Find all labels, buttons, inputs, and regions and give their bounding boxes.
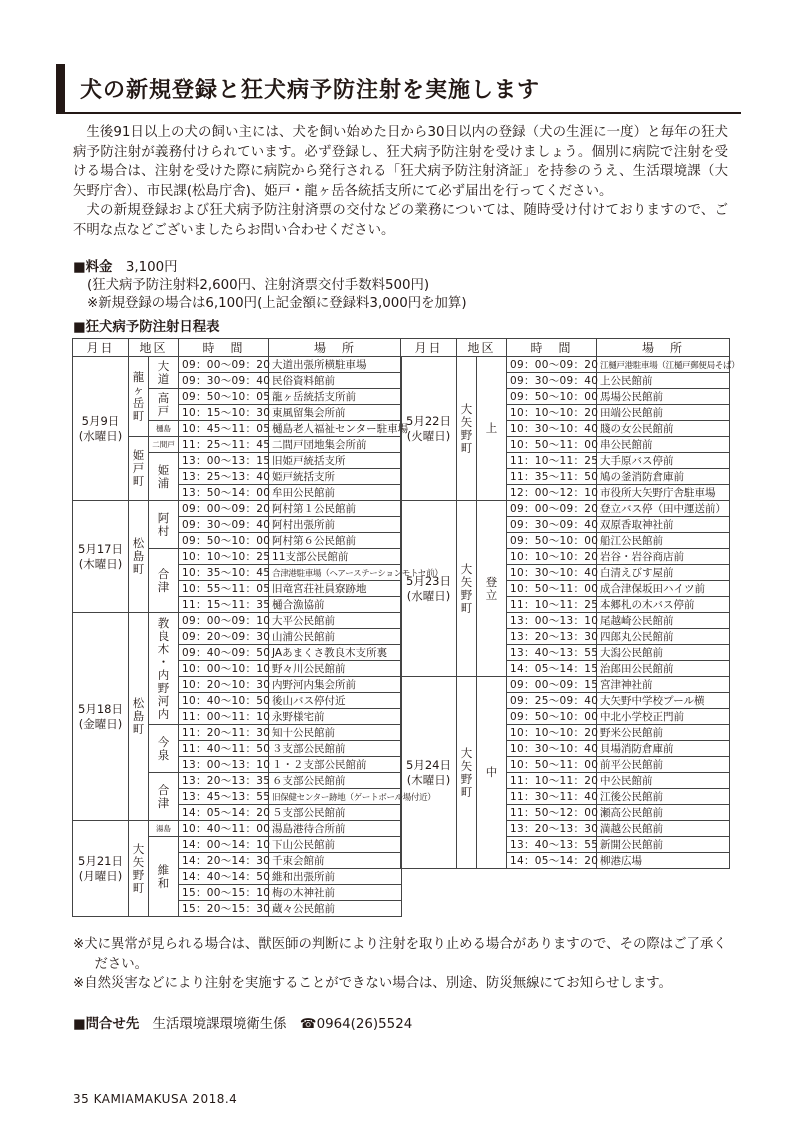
place-cell: 大矢野中学校プール横 <box>597 693 730 709</box>
place-cell: 樋合漁協前 <box>269 597 402 613</box>
intro-paragraph-1: 生後91日以上の犬の飼い主には、犬を飼い始めた日から30日以内の登録（犬の生涯に一度）と毎年の狂犬病予防注射が義務付けられています。必ず登録し、狂犬病予防注射を受けましょう。個別に病院で注射を受ける場合は、注射を受けた際に病院から発行される「狂犬病予防注射済証」を持参のうえ、生活環境課（大矢野庁舎）、市民課(松島庁舎)、姫戸・龍ヶ岳各統括支所にて必ず届出を行ってください。 <box>73 125 728 199</box>
place-cell: 千束会館前 <box>269 853 402 869</box>
place-cell: 大道出張所横駐車場 <box>269 357 402 373</box>
time-cell: 11：25～11：45 <box>179 437 269 453</box>
time-cell: 10：15～10：30 <box>179 405 269 421</box>
time-cell: 09：00～09：20 <box>179 357 269 373</box>
place-cell: 双原香取神社前 <box>597 517 730 533</box>
time-cell: 09：50～10：00 <box>507 389 597 405</box>
area-cell: 大 矢 野 町 <box>457 677 477 869</box>
time-cell: 10：50～11：00 <box>507 437 597 453</box>
time-cell: 09：50～10：00 <box>507 533 597 549</box>
fee-amount: 3,100円 <box>125 260 178 275</box>
place-cell: 貝場消防倉庫前 <box>597 741 730 757</box>
date-cell: 5月21日 (月曜日) <box>73 821 129 917</box>
subarea-cell: 合 津 <box>149 773 179 821</box>
header-place: 場 所 <box>269 339 402 357</box>
area-cell: 姫 戸 町 <box>129 437 149 501</box>
subarea-cell: 登 立 <box>477 501 507 677</box>
subarea-cell: 樋島 <box>149 421 179 437</box>
place-cell: 下山公民館前 <box>269 837 402 853</box>
header-place: 場 所 <box>597 339 730 357</box>
place-cell: 船江公民館前 <box>597 533 730 549</box>
time-cell: 11：00～11：10 <box>179 709 269 725</box>
place-cell: 宮津神社前 <box>597 677 730 693</box>
time-cell: 09：00～09：20 <box>507 501 597 517</box>
contact-label: ■問合せ先 <box>73 1017 140 1032</box>
time-cell: 11：50～12：00 <box>507 805 597 821</box>
table-row <box>401 677 730 693</box>
place-cell: 後山バス停付近 <box>269 693 402 709</box>
time-cell: 14：20～14：30 <box>179 853 269 869</box>
place-cell: 蔵々公民館前 <box>269 901 402 917</box>
schedule-heading: ■狂犬病予防注射日程表 <box>73 320 220 335</box>
place-cell: JAあまくさ教良木支所裏 <box>269 645 402 661</box>
time-cell: 13：00～13：15 <box>179 453 269 469</box>
notes <box>73 935 733 994</box>
fee-label: ■料金 <box>73 260 113 275</box>
time-cell: 11：15～11：35 <box>179 597 269 613</box>
place-cell: 11支部公民館前 <box>269 549 402 565</box>
subarea-cell: 中 <box>477 677 507 869</box>
time-cell: 10：30～10：40 <box>507 421 597 437</box>
time-cell: 15：20～15：30 <box>179 901 269 917</box>
date-cell: 5月18日 (金曜日) <box>73 613 129 821</box>
place-cell: 永野様宅前 <box>269 709 402 725</box>
schedule-table-right <box>400 338 740 869</box>
time-cell: 10：30～10：40 <box>507 741 597 757</box>
fee-new-registration: ※新規登録の場合は6,100円(上記金額に登録料3,000円を加算) <box>87 296 467 311</box>
subarea-cell: 上 <box>477 357 507 501</box>
time-cell: 14：05～14：20 <box>179 805 269 821</box>
area-cell: 大 矢 野 町 <box>457 501 477 677</box>
fee-section <box>73 259 728 313</box>
place-cell: 賤の女公民館前 <box>597 421 730 437</box>
time-cell: 09：00～09：20 <box>179 501 269 517</box>
table-row <box>401 501 730 517</box>
table-row <box>73 613 402 629</box>
place-cell: 満越公民館前 <box>597 821 730 837</box>
title-accent-bar <box>56 64 65 114</box>
area-cell: 龍 ヶ 岳 町 <box>129 357 149 437</box>
time-cell: 10：30～10：40 <box>507 565 597 581</box>
subarea-cell: 大 道 <box>149 357 179 389</box>
time-cell: 13：00～13：10 <box>507 613 597 629</box>
place-cell: 旧保健センター跡地（ゲートボール場付近） <box>269 789 402 805</box>
place-cell: 大潟公民館前 <box>597 645 730 661</box>
place-cell: 本郷札の木バス停前 <box>597 597 730 613</box>
place-cell: 江後公民館前 <box>597 789 730 805</box>
fee-breakdown: (狂犬病予防注射料2,600円、注射済票交付手数料500円) <box>87 278 430 293</box>
time-cell: 10：20～10：30 <box>179 677 269 693</box>
subarea-cell: 湯島 <box>149 821 179 837</box>
place-cell: 江樋戸港駐車場（江樋戸郵便局そば） <box>597 357 730 373</box>
area-cell: 大 矢 野 町 <box>129 821 149 917</box>
date-cell: 5月24日 (木曜日) <box>401 677 457 869</box>
place-cell: 二間戸団地集会所前 <box>269 437 402 453</box>
subarea-cell: 高 戸 <box>149 389 179 421</box>
time-cell: 13：20～13：35 <box>179 773 269 789</box>
place-cell: 田端公民館前 <box>597 405 730 421</box>
place-cell: 瀬高公民館前 <box>597 805 730 821</box>
place-cell: 内野河内集会所前 <box>269 677 402 693</box>
place-cell: 中公民館前 <box>597 773 730 789</box>
note-abnormality: ※犬に異常が見られる場合は、獣医師の判断により注射を取り止める場合がありますので、その際はご了承ください。 <box>73 937 727 972</box>
intro-text <box>73 123 728 240</box>
header-month-day: 月日 <box>73 339 129 357</box>
time-cell: 09：50～10：05 <box>179 389 269 405</box>
time-cell: 10：00～10：10 <box>179 661 269 677</box>
place-cell: 前平公民館前 <box>597 757 730 773</box>
time-cell: 09：30～09：40 <box>507 517 597 533</box>
time-cell: 12：00～12：10 <box>507 485 597 501</box>
place-cell: 旧竜宮荘社員寮跡地 <box>269 581 402 597</box>
place-cell: 姫戸統括支所 <box>269 469 402 485</box>
time-cell: 10：40～11：00 <box>179 821 269 837</box>
time-cell: 14：40～14：50 <box>179 869 269 885</box>
time-cell: 10：10～10：20 <box>507 549 597 565</box>
time-cell: 10：50～11：00 <box>507 581 597 597</box>
time-cell: 11：40～11：50 <box>179 741 269 757</box>
place-cell: 維和出張所前 <box>269 869 402 885</box>
header-district: 地区 <box>129 339 179 357</box>
time-cell: 10：40～10：50 <box>179 693 269 709</box>
place-cell: 阿村第１公民館前 <box>269 501 402 517</box>
contact-line <box>73 1013 412 1032</box>
page-title: 犬の新規登録と狂犬病予防注射を実施します <box>80 78 541 103</box>
date-cell: 5月23日 (水曜日) <box>401 501 457 677</box>
subarea-cell: 二間戸 <box>149 437 179 453</box>
time-cell: 13：40～13：55 <box>507 645 597 661</box>
place-cell: 串公民館前 <box>597 437 730 453</box>
place-cell: 大手原バス停前 <box>597 453 730 469</box>
time-cell: 13：45～13：55 <box>179 789 269 805</box>
place-cell: ５支部公民館前 <box>269 805 402 821</box>
table-row <box>73 357 402 373</box>
place-cell: 市役所大矢野庁舎駐車場 <box>597 485 730 501</box>
table-header-row <box>401 339 730 357</box>
time-cell: 10：55～11：05 <box>179 581 269 597</box>
subarea-cell: 維 和 <box>149 837 179 917</box>
place-cell: 馬場公民館前 <box>597 389 730 405</box>
subarea-cell: 今 泉 <box>149 725 179 773</box>
time-cell: 10：10～10：20 <box>507 725 597 741</box>
place-cell: 白清えびす屋前 <box>597 565 730 581</box>
time-cell: 11：20～11：30 <box>179 725 269 741</box>
time-cell: 09：30～09：40 <box>179 373 269 389</box>
time-cell: 10：10～10：25 <box>179 549 269 565</box>
subarea-cell: 阿 村 <box>149 501 179 549</box>
header-time: 時 間 <box>507 339 597 357</box>
page-footer: 35 KAMIAMAKUSA 2018.4 <box>73 1092 238 1106</box>
place-cell: 梅の木神社前 <box>269 885 402 901</box>
place-cell: 合津港駐車場（ヘアーステーションモトセ前） <box>269 565 402 581</box>
area-cell: 松 島 町 <box>129 501 149 613</box>
time-cell: 09：00～09：10 <box>179 613 269 629</box>
time-cell: 10：35～10：45 <box>179 565 269 581</box>
note-disaster: ※自然災害などにより注射を実施することができない場合は、別途、防災無線にてお知らせします。 <box>73 976 672 991</box>
date-cell: 5月17日 (木曜日) <box>73 501 129 613</box>
time-cell: 15：00～15：10 <box>179 885 269 901</box>
subarea-cell: 教 良 木 ・ 内 野 河 内 <box>149 613 179 725</box>
title-bar <box>56 64 741 114</box>
time-cell: 11：30～11：40 <box>507 789 597 805</box>
place-cell: 大平公民館前 <box>269 613 402 629</box>
place-cell: 中北小学校正門前 <box>597 709 730 725</box>
place-cell: 岩谷・岩谷商店前 <box>597 549 730 565</box>
time-cell: 13：40～13：55 <box>507 837 597 853</box>
time-cell: 13：25～13：40 <box>179 469 269 485</box>
header-month-day: 月日 <box>401 339 457 357</box>
time-cell: 09：50～10：00 <box>507 709 597 725</box>
table-row <box>73 821 402 837</box>
place-cell: 知十公民館前 <box>269 725 402 741</box>
place-cell: 野米公民館前 <box>597 725 730 741</box>
place-cell: 山浦公民館前 <box>269 629 402 645</box>
header-district: 地区 <box>457 339 507 357</box>
place-cell: 龍ヶ岳統括支所前 <box>269 389 402 405</box>
place-cell: 阿村第６公民館前 <box>269 533 402 549</box>
time-cell: 14：00～14：10 <box>179 837 269 853</box>
date-cell: 5月22日 (火曜日) <box>401 357 457 501</box>
place-cell: １・２支部公民館前 <box>269 757 402 773</box>
time-cell: 11：10～11：25 <box>507 453 597 469</box>
time-cell: 09：25～09：40 <box>507 693 597 709</box>
subarea-cell: 合 津 <box>149 549 179 613</box>
header-time: 時 間 <box>179 339 269 357</box>
time-cell: 10：45～11：05 <box>179 421 269 437</box>
time-cell: 11：10～11：20 <box>507 773 597 789</box>
place-cell: 治郎田公民館前 <box>597 661 730 677</box>
time-cell: 09：00～09：15 <box>507 677 597 693</box>
time-cell: 11：35～11：50 <box>507 469 597 485</box>
time-cell: 13：20～13：30 <box>507 821 597 837</box>
title-underline <box>56 112 741 114</box>
time-cell: 09：20～09：30 <box>179 629 269 645</box>
time-cell: 14：05～14：15 <box>507 661 597 677</box>
area-cell: 大 矢 野 町 <box>457 357 477 501</box>
time-cell: 09：30～09：40 <box>179 517 269 533</box>
time-cell: 13：20～13：30 <box>507 629 597 645</box>
area-cell: 松 島 町 <box>129 613 149 821</box>
place-cell: 野々川公民館前 <box>269 661 402 677</box>
time-cell: 11：10～11：25 <box>507 597 597 613</box>
table-row <box>401 357 730 373</box>
place-cell: ３支部公民館前 <box>269 741 402 757</box>
place-cell: 柳港広場 <box>597 853 730 869</box>
place-cell: 上公民館前 <box>597 373 730 389</box>
subarea-cell: 姫 浦 <box>149 453 179 501</box>
place-cell: 民俗資料館前 <box>269 373 402 389</box>
table-row <box>73 501 402 517</box>
time-cell: 09：00～09：20 <box>507 357 597 373</box>
place-cell: 東風留集会所前 <box>269 405 402 421</box>
time-cell: 09：30～09：40 <box>507 373 597 389</box>
time-cell: 13：00～13：10 <box>179 757 269 773</box>
place-cell: 四郎丸公民館前 <box>597 629 730 645</box>
intro-paragraph-2: 犬の新規登録および狂犬病予防注射済票の交付などの業務については、随時受け付けておりますので、ご不明な点などございましたらお問い合わせください。 <box>73 203 728 238</box>
place-cell: 樋島老人福祉センター駐車場 <box>269 421 402 437</box>
time-cell: 09：50～10：00 <box>179 533 269 549</box>
place-cell: 登立バス停（田中運送前） <box>597 501 730 517</box>
time-cell: 14：05～14：20 <box>507 853 597 869</box>
place-cell: 旧姫戸統括支所 <box>269 453 402 469</box>
place-cell: 成合津保坂田ハイツ前 <box>597 581 730 597</box>
place-cell: 新開公民館前 <box>597 837 730 853</box>
time-cell: 10：50～11：00 <box>507 757 597 773</box>
date-cell: 5月9日 (水曜日) <box>73 357 129 501</box>
place-cell: 尾越崎公民館前 <box>597 613 730 629</box>
table-header-row <box>73 339 402 357</box>
time-cell: 13：50～14：00 <box>179 485 269 501</box>
time-cell: 09：40～09：50 <box>179 645 269 661</box>
time-cell: 10：10～10：20 <box>507 405 597 421</box>
place-cell: 鳩の釜消防倉庫前 <box>597 469 730 485</box>
place-cell: 湯島港待合所前 <box>269 821 402 837</box>
place-cell: ６支部公民館前 <box>269 773 402 789</box>
contact-dept: 生活環境課環境衛生係 <box>152 1017 287 1032</box>
place-cell: 牟田公民館前 <box>269 485 402 501</box>
place-cell: 阿村出張所前 <box>269 517 402 533</box>
contact-phone: ☎0964(26)5524 <box>299 1017 413 1032</box>
